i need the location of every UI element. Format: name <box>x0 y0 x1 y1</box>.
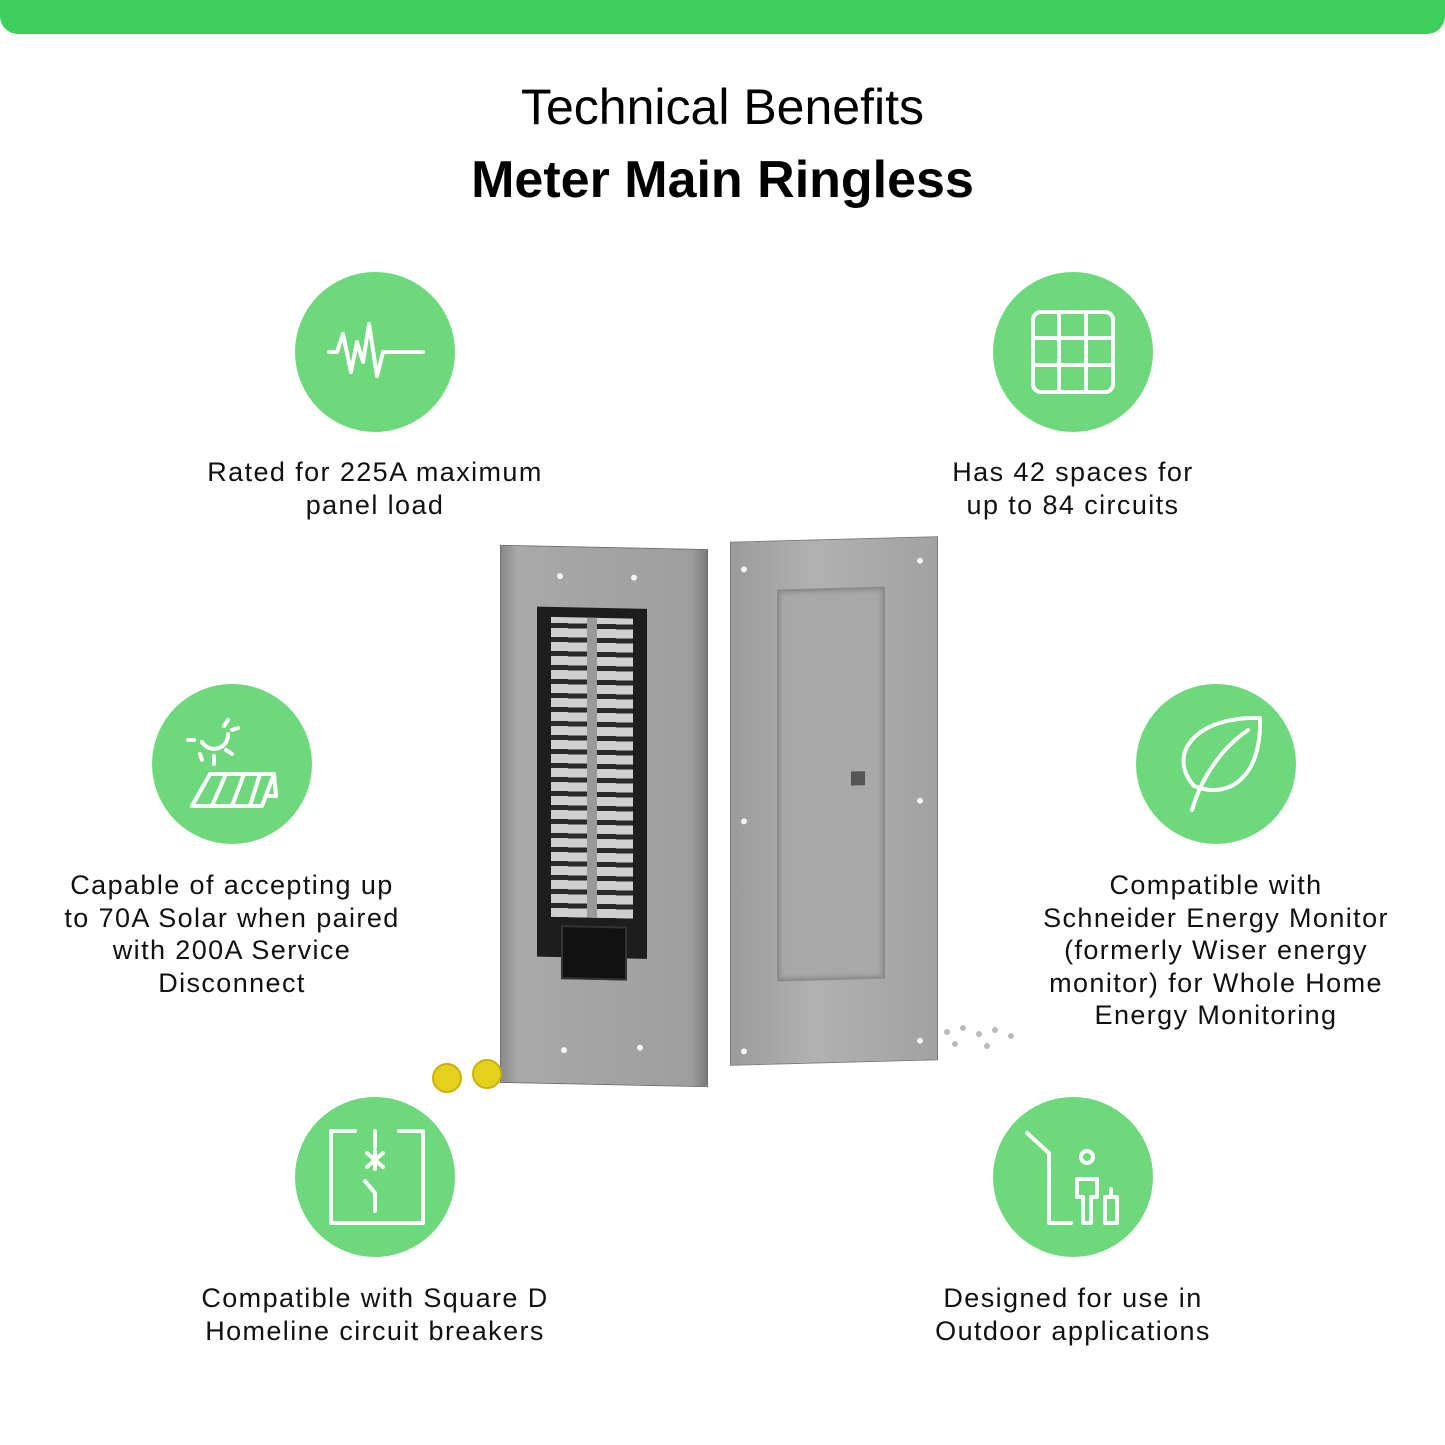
feature-caption-outdoor: Designed for use in Outdoor applications <box>935 1283 1211 1346</box>
page-title: Meter Main Ringless <box>471 151 974 209</box>
panel-interior <box>537 607 647 959</box>
bus-bars <box>551 617 633 919</box>
feature-caption-solar: Capable of accepting up to 70A Solar when paired with 200A Service Disconnect <box>64 870 400 998</box>
page-subtitle: Technical Benefits <box>520 79 924 135</box>
door-latch <box>851 771 865 785</box>
circuit-breaker-icon <box>295 1097 455 1257</box>
cover-door <box>777 587 885 982</box>
knockout-plug <box>432 1063 462 1093</box>
panel-cover <box>730 536 938 1065</box>
knockout-plug <box>472 1059 502 1089</box>
feature-caption-breakers: Compatible with Square D Homeline circuit breakers <box>201 1283 549 1346</box>
feature-caption-energy: Compatible with Schneider Energy Monitor (formerly Wiser energy monitor) for Whole Home Energy Monitoring <box>1043 870 1389 1030</box>
leaf-icon <box>1136 684 1296 844</box>
load-center-product-image <box>420 535 1020 1095</box>
outdoor-person-icon <box>993 1097 1153 1257</box>
loose-screws <box>940 1023 1020 1053</box>
solar-panel-icon <box>152 684 312 844</box>
main-breaker <box>561 925 627 980</box>
top-accent-bar <box>0 0 1445 34</box>
feature-caption-load: Rated for 225A maximum panel load <box>207 457 543 520</box>
feature-caption-spaces: Has 42 spaces for up to 84 circuits <box>952 457 1194 520</box>
panel-enclosure <box>500 545 708 1087</box>
waveform-icon <box>295 272 455 432</box>
grid-icon <box>993 272 1153 432</box>
